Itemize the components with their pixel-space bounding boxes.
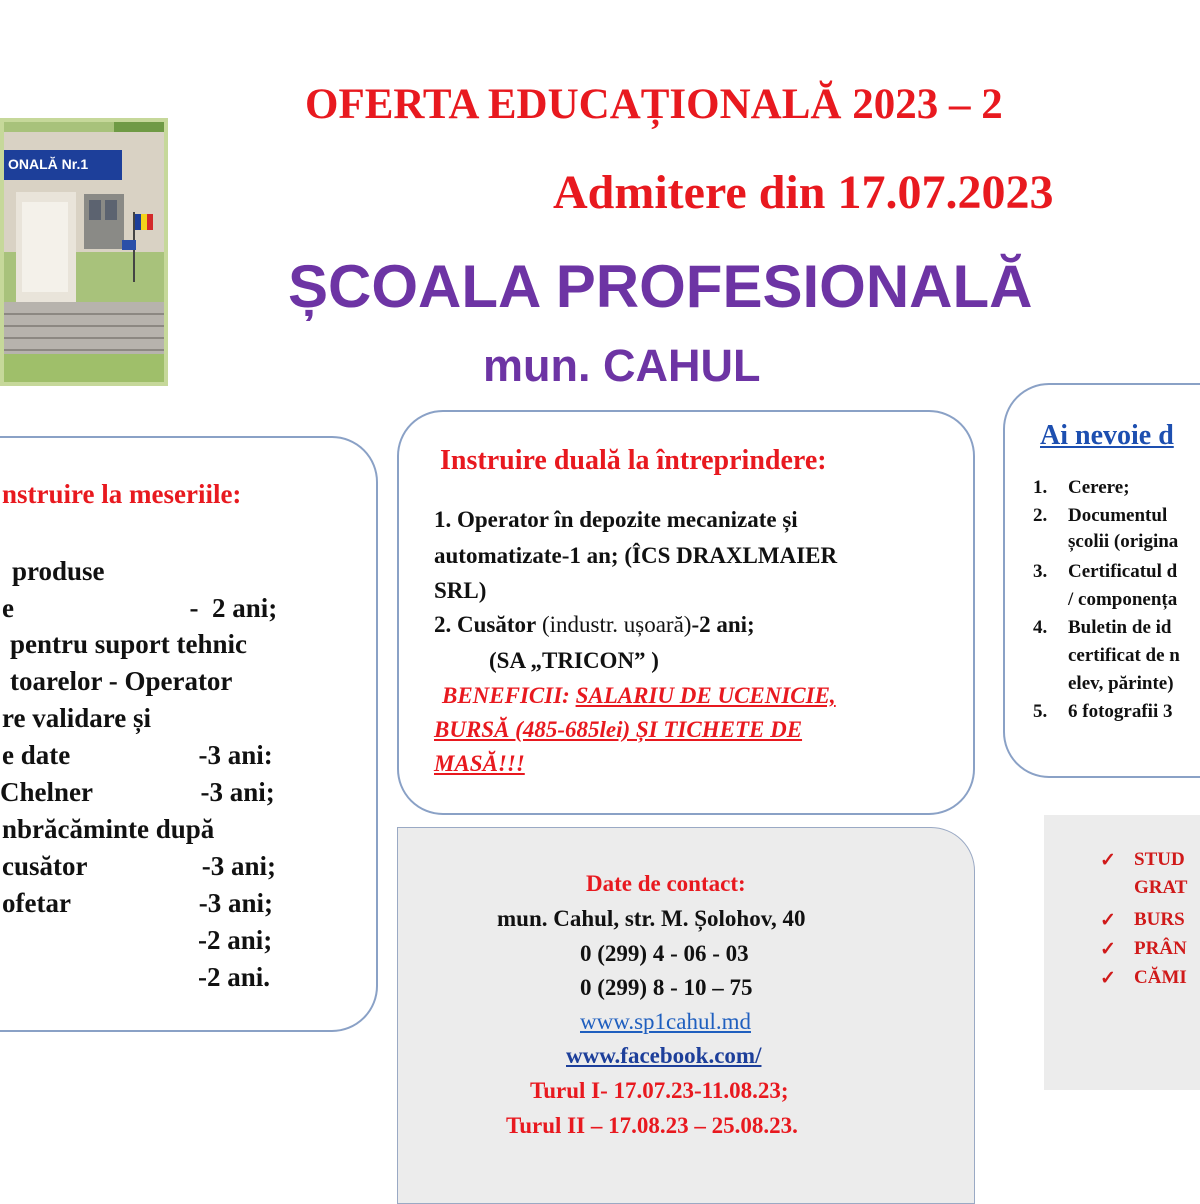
professions-box bbox=[0, 436, 378, 1032]
document-line: Documentul bbox=[1068, 505, 1168, 526]
check-icon: ✓ bbox=[1100, 850, 1116, 871]
dual-item-2-note: (industr. ușoară) bbox=[536, 612, 692, 637]
dual-item-2-duration: -2 ani; bbox=[691, 612, 755, 637]
professions-heading: nstruire la meseriile: bbox=[2, 479, 242, 509]
profession-line: -2 ani. bbox=[198, 962, 271, 992]
admission-round-1: Turul I- 17.07.23-11.08.23; bbox=[530, 1078, 789, 1103]
contact-website bbox=[580, 1009, 751, 1035]
dual-benefits-text: SALARIU DE UCENICIE, bbox=[575, 683, 836, 708]
check-icon: ✓ bbox=[1100, 968, 1116, 989]
benefit-item: CĂMI bbox=[1134, 967, 1187, 988]
dual-benefits-line3: MASĂ!!! bbox=[434, 751, 525, 776]
profession-line: pentru suport tehnic bbox=[10, 629, 248, 659]
admission-round-2: Turul II – 17.08.23 – 25.08.23. bbox=[506, 1113, 798, 1138]
profession-line: e - 2 ani; bbox=[2, 593, 278, 623]
document-line: certificat de n bbox=[1068, 645, 1180, 666]
benefit-item: PRÂN bbox=[1134, 938, 1187, 959]
benefit-item: BURS bbox=[1134, 909, 1185, 930]
document-line: 6 fotografii 3 bbox=[1068, 701, 1173, 722]
benefit-item: STUD bbox=[1134, 849, 1185, 870]
dual-item-2-company: (SA „TRICON” ) bbox=[489, 648, 659, 673]
document-num: 2. bbox=[1033, 505, 1048, 526]
document-line: Certificatul d bbox=[1068, 561, 1178, 582]
profession-line: produse bbox=[12, 556, 105, 586]
document-line: Cerere; bbox=[1068, 477, 1130, 498]
dual-benefits-label: BENEFICII: bbox=[442, 683, 570, 708]
document-line: elev, părinte) bbox=[1068, 673, 1174, 694]
document-num: 1. bbox=[1033, 477, 1048, 498]
document-line: școlii (origina bbox=[1068, 531, 1179, 552]
admission-date-title: Admitere din 17.07.2023 bbox=[553, 166, 1054, 219]
contact-heading: Date de contact: bbox=[586, 871, 746, 896]
profession-line: Chelner -3 ani; bbox=[0, 777, 275, 807]
school-city-title: mun. CAHUL bbox=[483, 340, 761, 391]
school-name-title: ȘCOALA PROFESIONALĂ bbox=[288, 253, 1033, 320]
offer-title: OFERTA EDUCAȚIONALĂ 2023 – 2 bbox=[305, 81, 1003, 128]
profession-line: re validare și bbox=[2, 703, 151, 733]
dual-training-heading: Instruire duală la întreprindere: bbox=[440, 445, 827, 476]
document-line: Buletin de id bbox=[1068, 617, 1172, 638]
dual-item-line: SRL) bbox=[434, 578, 487, 603]
dual-item-line: 1. Operator în depozite mecanizate și bbox=[434, 507, 798, 532]
benefit-item: GRAT bbox=[1134, 877, 1188, 898]
school-building-photo bbox=[0, 118, 168, 386]
profession-line: e date -3 ani: bbox=[2, 740, 273, 770]
profession-line: -2 ani; bbox=[198, 925, 273, 955]
facebook-link[interactable]: www.facebook.com/ bbox=[566, 1043, 762, 1068]
dual-item-line: automatizate-1 an; (ÎCS DRAXLMAIER bbox=[434, 543, 838, 568]
dual-item-2 bbox=[434, 612, 755, 638]
check-icon: ✓ bbox=[1100, 910, 1116, 931]
contact-address: mun. Cahul, str. M. Șolohov, 40 bbox=[497, 906, 806, 931]
contact-phone-1: 0 (299) 4 - 06 - 03 bbox=[580, 941, 749, 966]
profession-line: cusător -3 ani; bbox=[2, 851, 276, 881]
profession-line: toarelor - Operator bbox=[10, 666, 233, 696]
document-line: / componența bbox=[1068, 589, 1178, 610]
website-link[interactable]: www.sp1cahul.md bbox=[580, 1009, 751, 1034]
check-icon: ✓ bbox=[1100, 939, 1116, 960]
school-sign-text: ONALĂ Nr.1 bbox=[8, 156, 89, 172]
contact-facebook bbox=[566, 1043, 761, 1069]
documents-heading: Ai nevoie d bbox=[1040, 420, 1174, 451]
contact-phone-2: 0 (299) 8 - 10 – 75 bbox=[580, 975, 753, 1000]
profession-line: nbrăcăminte după bbox=[2, 814, 215, 844]
dual-item-2-name: 2. Cusător bbox=[434, 612, 537, 637]
document-num: 5. bbox=[1033, 701, 1048, 722]
document-num: 3. bbox=[1033, 561, 1048, 582]
dual-benefits-line1 bbox=[442, 683, 836, 709]
document-num: 4. bbox=[1033, 617, 1048, 638]
profession-line: ofetar -3 ani; bbox=[2, 888, 273, 918]
dual-benefits-line2: BURSĂ (485-685lei) ȘI TICHETE DE bbox=[434, 717, 803, 742]
